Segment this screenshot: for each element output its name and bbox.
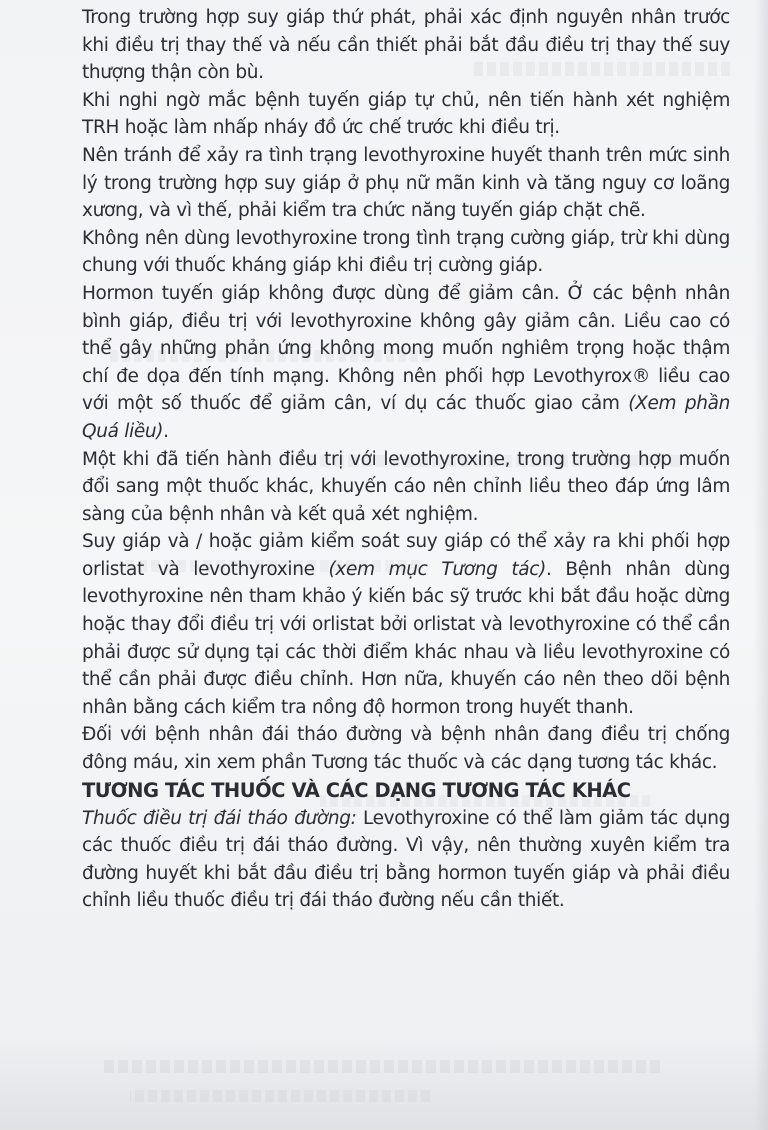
paragraph-weight-loss-text: Hormon tuyến giáp không được dùng để giảm cân. Ở các bệnh nhân bình giáp, điều trị với levothyroxine không gây giảm cân. Liều cao có thể gây những phản ứng không mong muốn nghiêm trọng hoặc thậm chí đe dọa đến tính mạng. Không nên phối hợp Levothyrox® liều cao với một số thuốc để giảm cân, ví dụ các thuốc giao cảm	[82, 282, 730, 415]
paragraph-antidiabetic	[82, 805, 730, 915]
interaction-reference: (xem mục Tương tác)	[328, 558, 546, 580]
paragraph-autonomous-thyroid: Khi nghi ngờ mắc bệnh tuyến giáp tự chủ, nên tiến hành xét nghiệm TRH hoặc làm nhấp nháy đồ ức chế trước khi điều trị.	[82, 89, 730, 139]
document-body	[82, 4, 730, 915]
paragraph-postmenopausal: Nên tránh để xảy ra tình trạng levothyroxine huyết thanh trên mức sinh lý trong trường hợp suy giáp ở phụ nữ mãn kinh và tăng nguy cơ loãng xương, và vì thế, phải kiểm tra chức năng tuyến giáp chặt chẽ.	[82, 144, 730, 222]
paragraph-hyperthyroidism: Không nên dùng levothyroxine trong tình trạng cường giáp, trừ khi dùng chung với thuốc kháng giáp khi điều trị cường giáp.	[82, 227, 730, 277]
paragraph-orlistat-text: Suy giáp và / hoặc giảm kiểm soát suy giáp có thể xảy ra khi phối hợp orlistat và levothyroxine	[82, 531, 730, 580]
antidiabetic-lead: Thuốc điều trị đái tháo đường:	[82, 807, 357, 829]
page-edge-shadow	[754, 0, 768, 1130]
paragraph-orlistat	[82, 528, 730, 721]
overdose-reference: (Xem phần Quá liều)	[82, 393, 730, 442]
paragraph-diabetes-anticoagulant: Đối với bệnh nhân đái tháo đường và bệnh nhân đang điều trị chống đông máu, xin xem phần Tương tác thuốc và các dạng tương tác khác.	[82, 724, 730, 774]
section-heading-interactions: TƯƠNG TÁC THUỐC VÀ CÁC DẠNG TƯƠNG TÁC KHÁC	[82, 778, 631, 802]
paragraph-secondary-hypothyroidism: Trong trường hợp suy giáp thứ phát, phải xác định nguyên nhân trước khi điều trị thay thế và nếu cần thiết phải bắt đầu điều trị thay thế suy thượng thận còn bù.	[82, 7, 730, 84]
page-bottom-shadow	[0, 1040, 768, 1130]
paragraph-weight-loss-end: .	[163, 420, 169, 442]
paragraph-switching: Một khi đã tiến hành điều trị với levothyroxine, trong trường hợp muốn đổi sang một thuốc khác, khuyến cáo nên chỉnh liều theo đáp ứng lâm sàng của bệnh nhân và kết quả xét nghiệm.	[82, 448, 730, 525]
paragraph-weight-loss	[82, 280, 730, 446]
paragraph-antidiabetic-text: Levothyroxine có thể làm giảm tác dụng các thuốc điều trị đái tháo đường. Vì vậy, nên thường xuyên kiểm tra đường huyết khi bắt đầu điều trị bằng hormon tuyến giáp và phải điều chỉnh liều thuốc điều trị đái tháo đường nếu cần thiết.	[82, 807, 730, 912]
paragraph-orlistat-end: . Bệnh nhân dùng levothyroxine nên tham khảo ý kiến bác sỹ trước khi bắt đầu hoặc dừng hoặc thay đổi điều trị với orlistat bởi orlistat và levothyroxine có thể cần phải được sử dụng tại các thời điểm khác nhau và liều levothyroxine có thể cần phải được điều chỉnh. Hơn nữa, khuyến cáo nên theo dõi bệnh nhân bằng cách kiểm tra nồng độ hormon trong huyết thanh.	[82, 558, 730, 718]
